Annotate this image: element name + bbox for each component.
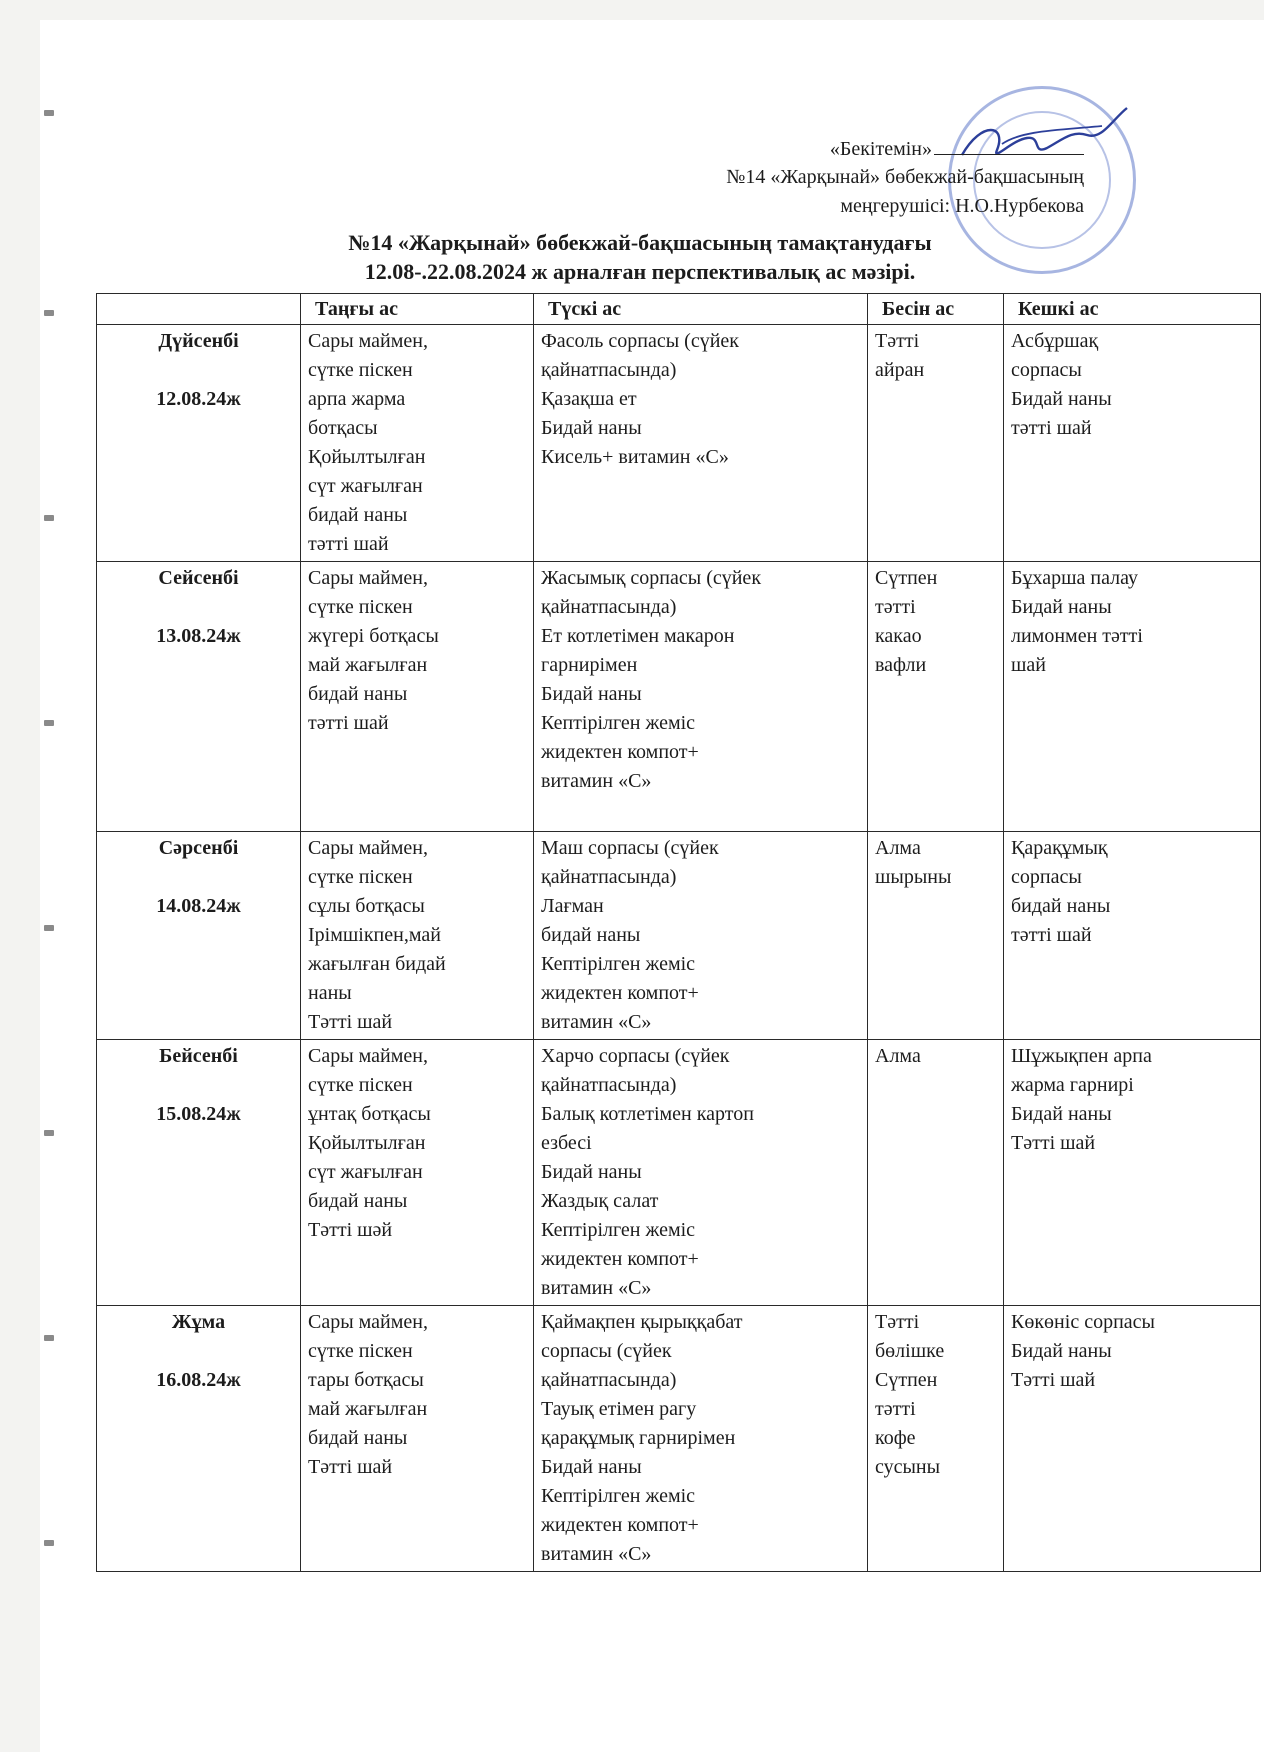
dish-item: Ет котлетімен макарон [541,625,735,647]
dish-item: Қойылтылған [308,1132,426,1154]
punch-mark [44,720,54,726]
dish-item: наны [308,982,352,1004]
day-date: 12.08.24ж [156,388,241,410]
dish-item: жүгері ботқасы [308,625,439,647]
snack-cell [868,1040,1004,1306]
day-date: 16.08.24ж [156,1369,241,1391]
dish-item: май жағылған [308,654,428,676]
day-cell [97,325,301,562]
approval-line: «Бекітемін» [830,138,1084,161]
dish-item: витамин «С» [541,770,652,792]
dish-item: тәтті шай [1011,924,1092,946]
dish-item: жарма гарнирі [1011,1074,1134,1096]
dish-item: шай [1011,654,1046,676]
snack-cell [868,832,1004,1040]
dish-item: бидай наны [1011,895,1111,917]
dish-item: Жасымық сорпасы (сүйек [541,567,762,589]
table-row [97,562,1261,832]
dinner-cell [1004,562,1261,832]
dish-item: Тауық етімен рагу [541,1398,697,1420]
dish-item: Бидай наны [1011,1340,1112,1362]
day-cell [97,562,301,832]
dish-item: сүтке піскен [308,866,413,888]
dish-item: Бидай наны [541,1456,642,1478]
day-date: 13.08.24ж [156,625,241,647]
dish-item: витамин «С» [541,1543,652,1565]
dish-item: Кептірілген жеміс [541,712,696,734]
dish-item: Кептірілген жеміс [541,1485,696,1507]
dish-item: шырыны [875,866,952,888]
dinner-cell [1004,1040,1261,1306]
dish-item: жидектен компот+ [541,1248,699,1270]
dish-item: Бұхарша палау [1011,567,1138,589]
dish-item: Алма [875,837,921,859]
dish-item: Ірімшікпен,май [308,924,441,946]
dish-item: витамин «С» [541,1277,652,1299]
dish-item: Маш сорпасы (сүйек [541,837,719,859]
dish-item: сүтке піскен [308,596,413,618]
dish-item: Сүтпен [875,567,938,589]
dish-item: бидай наны [541,924,641,946]
dinner-cell [1004,325,1261,562]
dish-item: лимонмен тәтті [1011,625,1143,647]
dish-item: Сүтпен [875,1369,938,1391]
table-row [97,832,1261,1040]
header-breakfast: Таңғы ас [301,294,534,325]
snack-cell [868,562,1004,832]
dish-item: жидектен компот+ [541,982,699,1004]
dish-item: бидай наны [308,1427,408,1449]
punch-mark [44,925,54,931]
dish-item: Харчо сорпасы (сүйек [541,1045,730,1067]
day-name: Бейсенбі [159,1045,238,1067]
dish-item: қайнатпасында) [541,359,677,381]
dish-item: сүт жағылған [308,475,423,497]
dish-item: қайнатпасында) [541,596,677,618]
dish-item: Кептірілген жеміс [541,953,696,975]
header-snack: Бесін ас [868,294,1004,325]
header-day [97,294,301,325]
day-date: 14.08.24ж [156,895,241,917]
snack-cell [868,325,1004,562]
dish-item: бидай наны [308,1190,408,1212]
dish-item: сүтке піскен [308,1074,413,1096]
dish-item: жағылған бидай [308,953,446,975]
punch-mark [44,1130,54,1136]
dish-item: Фасоль сорпасы (сүйек [541,330,739,352]
day-name: Дүйсенбі [158,330,239,352]
dish-item: Сары маймен, [308,1311,428,1333]
dish-item: сүтке піскен [308,1340,413,1362]
table-row [97,1306,1261,1572]
header-dinner: Кешкі ас [1004,294,1261,325]
dish-item: вафли [875,654,927,676]
dish-item: Бидай наны [1011,388,1112,410]
dish-item: Тәтті [875,1311,920,1333]
dinner-cell [1004,832,1261,1040]
dish-item: Қаймақпен қырыққабат [541,1311,743,1333]
dish-item: Тәтті шай [1011,1369,1096,1391]
dish-item: сүтке піскен [308,359,413,381]
dish-item: Лағман [541,895,604,917]
dish-item: тәтті шай [308,712,389,734]
breakfast-cell [301,1040,534,1306]
dish-item: қайнатпасында) [541,1369,677,1391]
header-lunch: Түскі ас [534,294,868,325]
dish-item: Жаздық салат [541,1190,659,1212]
lunch-cell [534,325,868,562]
dish-item: сорпасы [1011,359,1082,381]
lunch-cell [534,1040,868,1306]
day-name: Жұма [171,1311,226,1333]
dish-item: Кептірілген жеміс [541,1219,696,1241]
dish-item: Көкөніс сорпасы [1011,1311,1155,1333]
lunch-cell [534,1306,868,1572]
dish-item: Бидай наны [541,1161,642,1183]
dish-item: Балық котлетімен картоп [541,1103,754,1125]
dish-item: Қазақша ет [541,388,637,410]
dish-item: Тәтті шай [308,1011,393,1033]
dish-item: тары ботқасы [308,1369,424,1391]
day-date: 15.08.24ж [156,1103,241,1125]
snack-cell [868,1306,1004,1572]
dish-item: Бидай наны [541,417,642,439]
dish-item: Сары маймен, [308,837,428,859]
dish-item: Асбұршақ [1011,330,1099,352]
day-name: Сәрсенбі [158,837,239,859]
dish-item: ұнтақ ботқасы [308,1103,431,1125]
lunch-cell [534,832,868,1040]
dish-item: тәтті шай [1011,417,1092,439]
dish-item: кофе [875,1427,916,1449]
breakfast-cell [301,832,534,1040]
dinner-cell [1004,1306,1261,1572]
dish-item: Тәтті шай [308,1456,393,1478]
dish-item: Тәтті шәй [308,1219,393,1241]
day-cell [97,1306,301,1572]
dish-item: Сары маймен, [308,330,428,352]
dish-item: Қарақұмық [1011,837,1108,859]
dish-item: сусыны [875,1456,941,1478]
dish-item: езбесі [541,1132,592,1154]
approval-org: №14 «Жарқынай» бөбекжай-бақшасының [726,166,1084,188]
dish-item: Қойылтылған [308,446,426,468]
table-row [97,325,1261,562]
dish-item: гарнирімен [541,654,638,676]
dish-item: Шұжықпен арпа [1011,1045,1152,1067]
dish-item: какао [875,625,922,647]
dish-item: витамин «С» [541,1011,652,1033]
dish-item: тәтті [875,596,916,618]
dish-item: Бидай наны [541,683,642,705]
dish-item: Алма [875,1045,921,1067]
day-name: Сейсенбі [158,567,239,589]
dish-item: май жағылған [308,1398,428,1420]
breakfast-cell [301,562,534,832]
dish-item: ботқасы [308,417,378,439]
dish-item: сорпасы (сүйек [541,1340,672,1362]
dish-item: Сары маймен, [308,567,428,589]
dish-item: бидай наны [308,683,408,705]
punch-mark [44,1335,54,1341]
dish-item: жидектен компот+ [541,741,699,763]
dish-item: Сары маймен, [308,1045,428,1067]
dish-item: сорпасы [1011,866,1082,888]
table-row [97,1040,1261,1306]
dish-item: сұлы ботқасы [308,895,425,917]
approval-head: меңгерушісі: Н.О.Нурбекова [840,195,1084,217]
table-header-row [97,294,1261,325]
dish-item: арпа жарма [308,388,406,410]
dish-item: Бидай наны [1011,1103,1112,1125]
breakfast-cell [301,1306,534,1572]
menu-table-body [97,325,1261,1572]
punch-mark [44,110,54,116]
menu-table [96,293,1261,1572]
dish-item: бидай наны [308,504,408,526]
dish-item: қайнатпасында) [541,866,677,888]
dish-item: Тәтті шай [1011,1132,1096,1154]
punch-mark [44,515,54,521]
dish-item: жидектен компот+ [541,1514,699,1536]
dish-item: Кисель+ витамин «С» [541,446,729,468]
breakfast-cell [301,325,534,562]
document-subtitle: 12.08-.22.08.2024 ж арналған перспективалық ас мәзірі. [364,259,916,284]
lunch-cell [534,562,868,832]
day-cell [97,1040,301,1306]
punch-mark [44,310,54,316]
day-cell [97,832,301,1040]
dish-item: қайнатпасында) [541,1074,677,1096]
punch-mark [44,1540,54,1546]
dish-item: қарақұмық гарнирімен [541,1427,736,1449]
document-title: №14 «Жарқынай» бөбекжай-бақшасының тамақтанудағы [348,230,932,255]
dish-item: тәтті [875,1398,916,1420]
dish-item: Бидай наны [1011,596,1112,618]
dish-item: айран [875,359,925,381]
dish-item: Тәтті [875,330,920,352]
dish-item: сүт жағылған [308,1161,423,1183]
dish-item: бөлішке [875,1340,945,1362]
dish-item: тәтті шай [308,533,389,555]
